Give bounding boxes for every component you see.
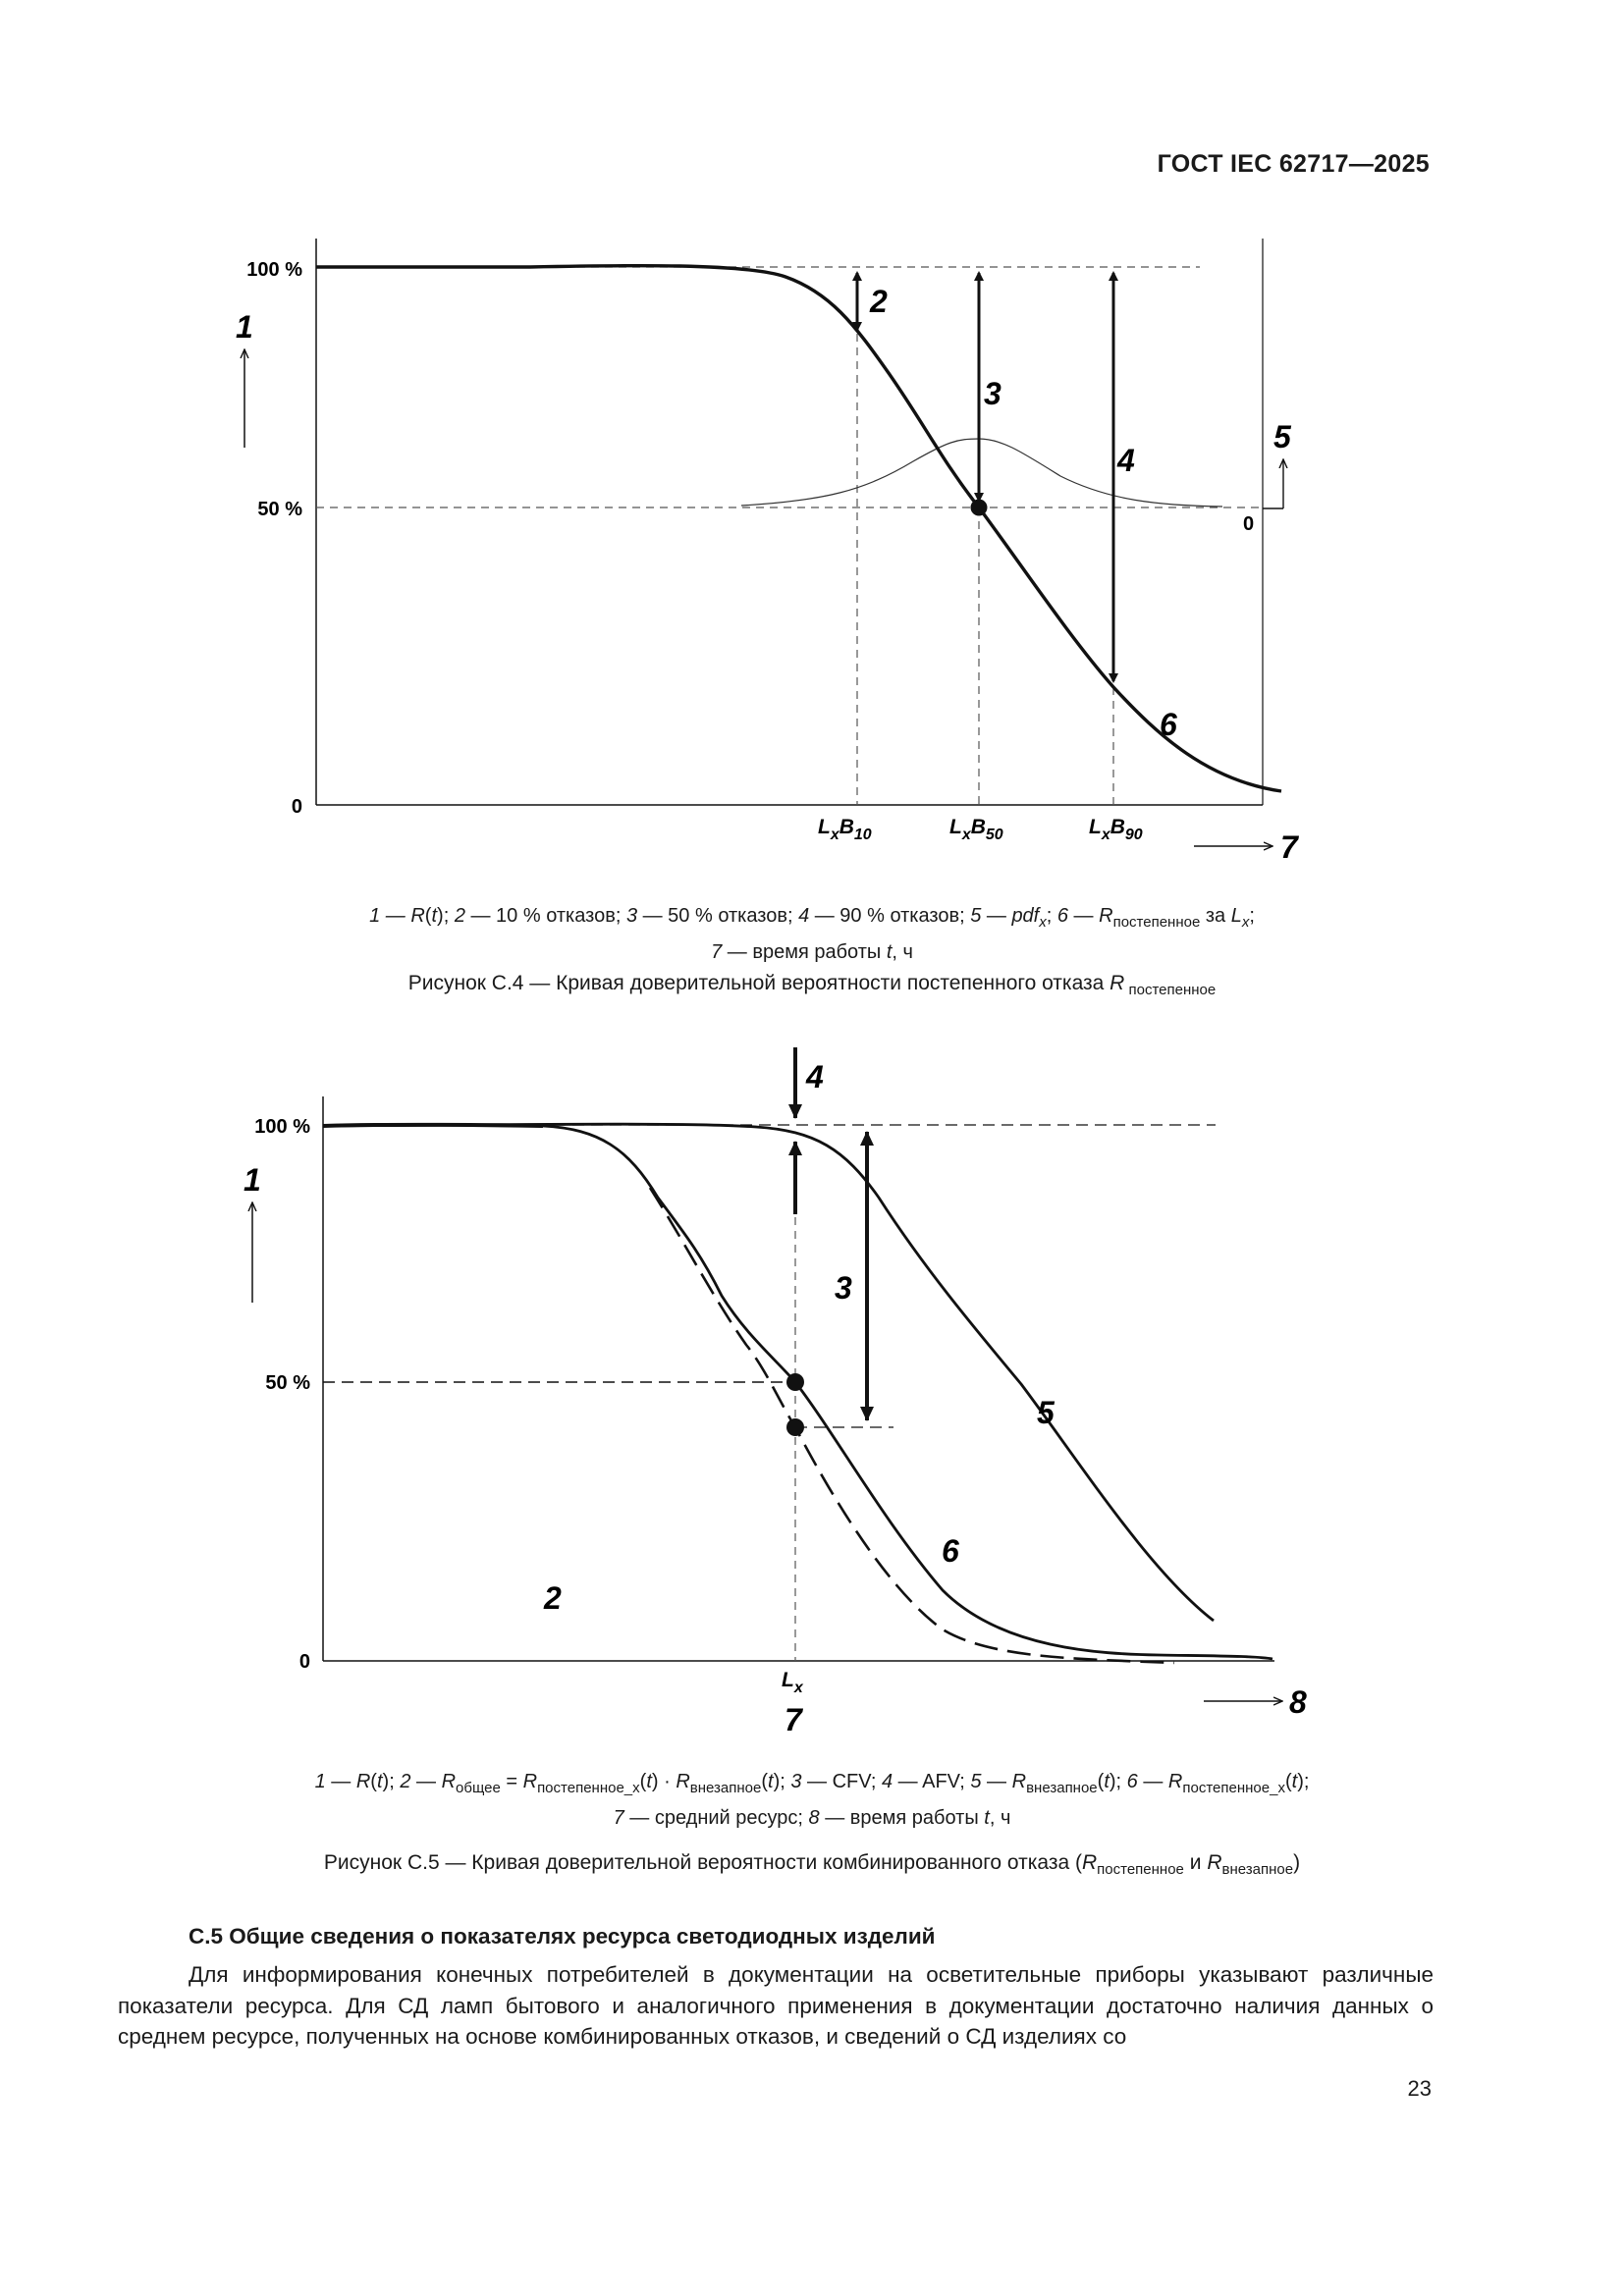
- y-tick-0: 0: [291, 796, 302, 818]
- figure-c4-key-line1: 1 — R(t); 2 — 10 % отказов; 3 — 50 % отказов; 4 — 90 % отказов; 5 — pdf$_x$; 6 — $R_{постепенное}$ за $L_x$;: [369, 905, 1255, 931]
- label-4-c5: 4: [806, 1059, 824, 1095]
- y-tick-50: 50 %: [257, 499, 302, 520]
- label-2-c5: 2: [544, 1580, 562, 1616]
- point-50pct: [786, 1373, 804, 1391]
- body-paragraph: Для информирования конечных потребителей в документации на осветительные приборы указывают различные показатели ресурса. Для СД ламп бытового и аналогичного применения в документации достаточно наличия данных о среднем ресурсе, полученных на основе комбинированных отказов, и сведений о СД изделиях со: [118, 1962, 1434, 2049]
- label-1: 1: [236, 309, 253, 345]
- y-tick-100: 100 %: [246, 259, 302, 281]
- figure-c5-title: Рисунок С.5 — Кривая доверительной вероятности комбинированного отказа ($R_{постепенное}$ и $R_{внезапное}$): [323, 1851, 1301, 1879]
- x-mark-b90: $L_xB_{90}$: [1089, 816, 1143, 843]
- y-tick-100-c5: 100 %: [254, 1116, 310, 1138]
- label-3-c5: 3: [835, 1270, 852, 1306]
- label-2: 2: [870, 284, 888, 319]
- label-6: 6: [1160, 707, 1177, 742]
- point-cfv: [786, 1418, 804, 1436]
- x-mark-b10: $L_xB_{10}$: [818, 816, 872, 843]
- label-6-c5: 6: [942, 1533, 959, 1569]
- gradual-curve-6: [543, 1126, 1272, 1659]
- combined-dashed-curve: [650, 1188, 1174, 1663]
- standard-designation: ГОСТ IEC 62717—2025: [1157, 150, 1430, 178]
- figure-c5-key: [0, 1767, 1624, 1833]
- label-7-c5: 7: [785, 1702, 802, 1737]
- x-mark-b50: $L_xB_{50}$: [949, 816, 1003, 843]
- label-5: 5: [1273, 419, 1291, 454]
- page-number: 23: [1407, 2076, 1432, 2101]
- figure-c4-key-line2: 7 — время работы t, ч: [711, 941, 913, 963]
- figure-c4-title: Рисунок С.4 — Кривая доверительной вероятности постепенного отказа R $_{постепенное}$: [407, 972, 1217, 999]
- label-7: 7: [1280, 829, 1298, 865]
- label-1-c5: 1: [244, 1162, 261, 1198]
- figure-c5-key-line1: 1 — R(t); 2 — $R_{общее} = R_{постепенное\_x}(t) \cdot R_{внезапное}(t)$; 3 — CFV; 4 — AFV; 5 — $R_{внезапное}(t)$; 6 — $R_{постепенное\_x}(t)$;: [314, 1771, 1310, 1796]
- pdf-zero-label: 0: [1243, 513, 1255, 535]
- section-heading: С.5 Общие сведения о показателях ресурса светодиодных изделий: [189, 1924, 936, 1949]
- x-mark-lx: $L_x$: [782, 1669, 803, 1696]
- label-3: 3: [984, 376, 1001, 411]
- label-4: 4: [1117, 443, 1135, 478]
- y-tick-0-c5: 0: [298, 1651, 310, 1673]
- label-5-c5: 5: [1037, 1395, 1055, 1430]
- y-tick-50-c5: 50 %: [265, 1372, 310, 1394]
- label-8-c5: 8: [1289, 1684, 1307, 1720]
- sudden-curve-5: [323, 1124, 1214, 1621]
- reliability-curve-1: [323, 1125, 543, 1126]
- figure-c5-key-line2: 7 — средний ресурс; 8 — время работы t, ч: [613, 1807, 1011, 1829]
